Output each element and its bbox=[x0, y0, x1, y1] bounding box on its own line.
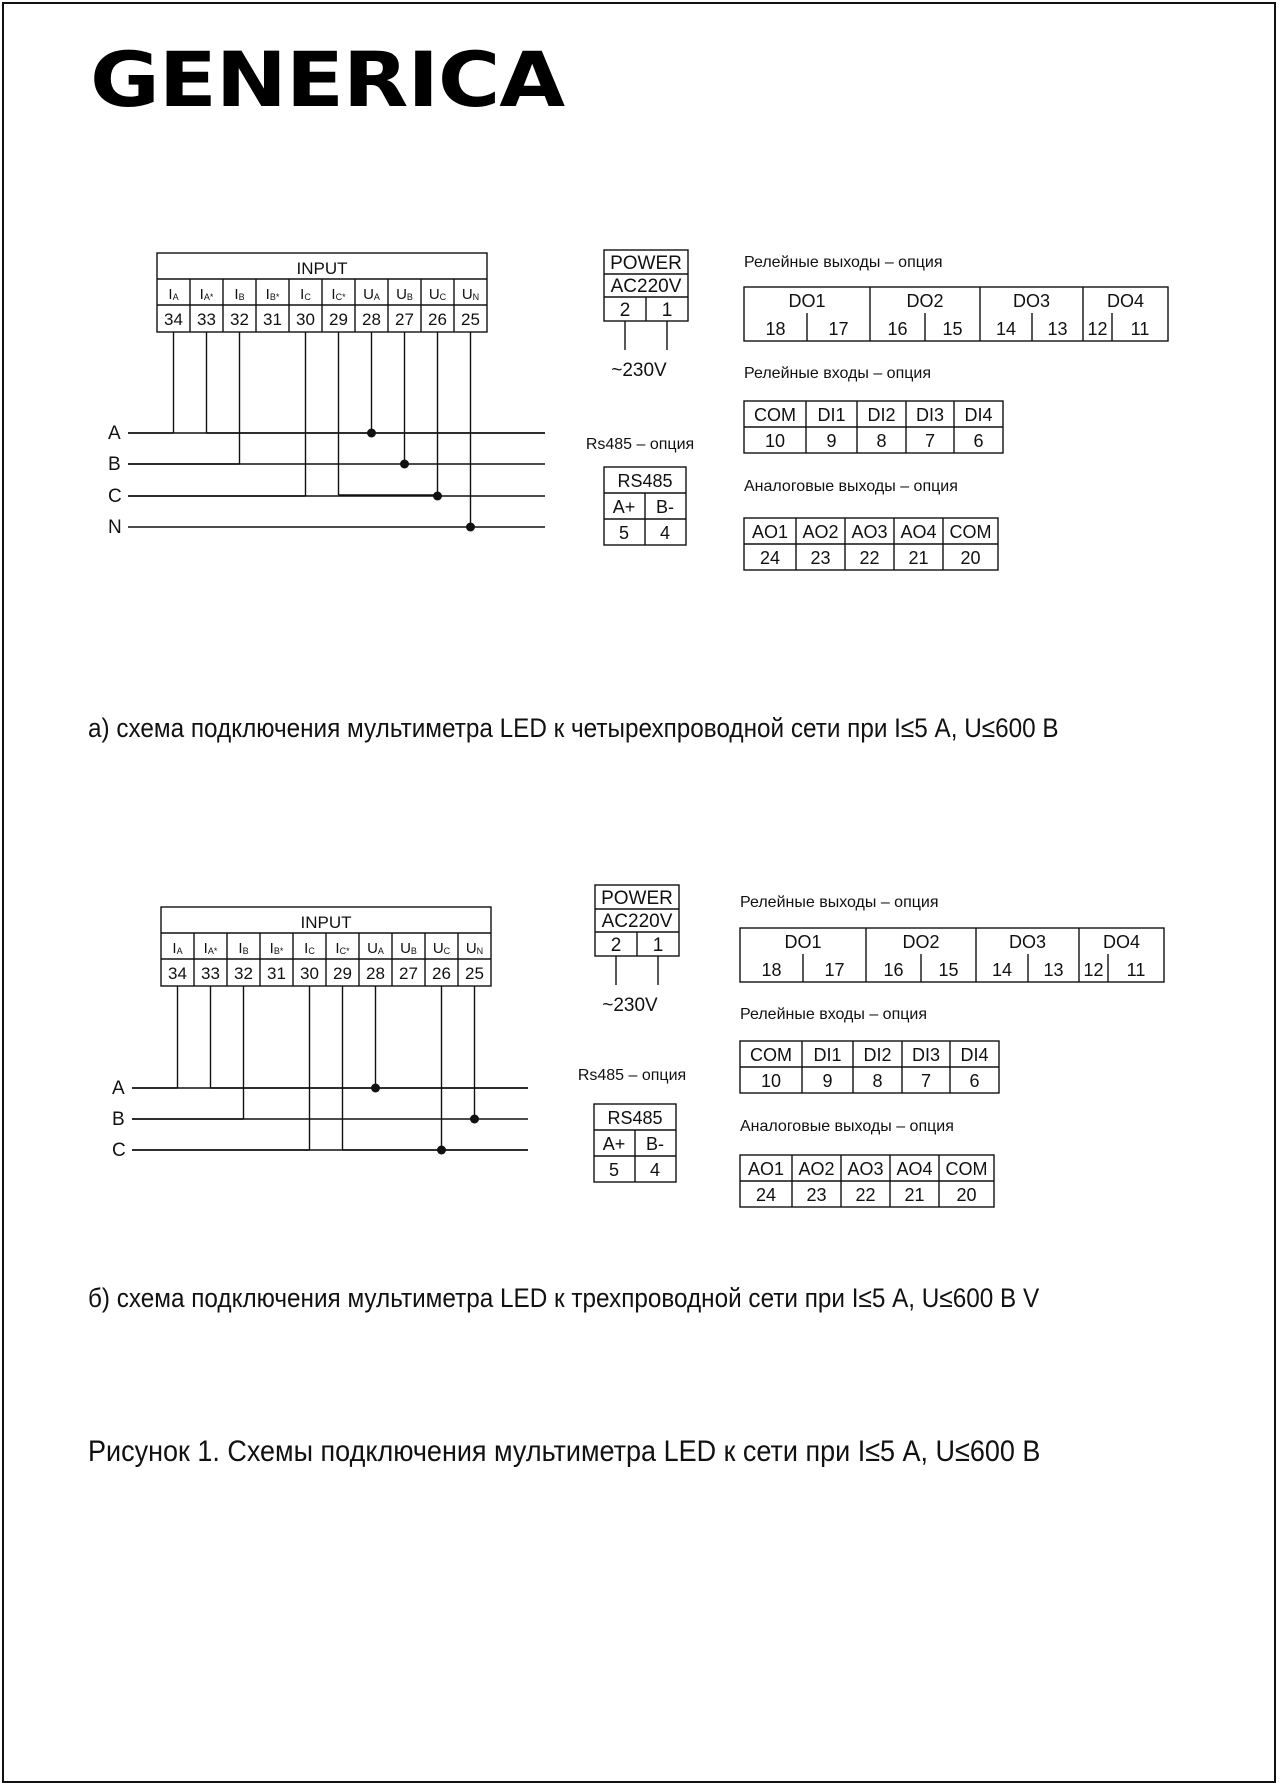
relay-output-terminal-14: 14 bbox=[991, 960, 1013, 980]
analog-output-number-22: 22 bbox=[859, 548, 880, 568]
relay-output-terminal-12: 12 bbox=[1083, 960, 1104, 980]
rs485-title: RS485 bbox=[607, 1108, 663, 1128]
analog-output-label-AO2: AO2 bbox=[798, 1159, 835, 1179]
input-terminal-number-8: 26 bbox=[432, 964, 451, 983]
junction-dot bbox=[367, 429, 376, 438]
junction-dot bbox=[400, 460, 409, 469]
relay-input-label-DI2: DI2 bbox=[867, 405, 896, 425]
rs485-caption: Rs485 – опция bbox=[585, 436, 695, 453]
input-label-9: UN bbox=[461, 286, 480, 303]
relay-output-terminal-14: 14 bbox=[995, 319, 1017, 339]
line-label-B: B bbox=[112, 1109, 125, 1130]
brand-logo: GENERICA bbox=[90, 35, 565, 124]
power-terminal-2: 2 bbox=[610, 935, 622, 956]
analog-output-number-24: 24 bbox=[759, 548, 781, 568]
power-title: POWER bbox=[610, 253, 682, 274]
power-supply-label: ~230V bbox=[611, 360, 667, 381]
relay-outputs-caption: Релейные выходы – опция bbox=[744, 254, 943, 271]
input-label-1: IA* bbox=[199, 286, 214, 303]
analog-output-label-AO3: AO3 bbox=[847, 1159, 884, 1179]
relay-input-label-DI1: DI1 bbox=[817, 405, 846, 425]
relay-input-label-DI3: DI3 bbox=[915, 405, 945, 425]
analog-output-label-COM: COM bbox=[945, 1159, 988, 1179]
input-label-3: IB* bbox=[269, 940, 284, 957]
relay-output-DO3: DO3 bbox=[1012, 291, 1051, 311]
input-terminal-number-7: 27 bbox=[399, 964, 418, 983]
diagram-four-wire bbox=[108, 250, 1168, 570]
input-terminal-number-4: 30 bbox=[296, 310, 315, 329]
relay-output-DO3: DO3 bbox=[1008, 932, 1047, 952]
input-terminal-number-1: 33 bbox=[201, 964, 220, 983]
input-terminal-number-6: 28 bbox=[366, 964, 385, 983]
caption-three-wire: б) схема подключения мультиметра LED к трехпроводной сети при I≤5 А, U≤600 В V bbox=[88, 1283, 1040, 1313]
relay-input-number-8: 8 bbox=[876, 431, 887, 451]
junction-dot bbox=[470, 1115, 479, 1124]
relay-inputs-caption: Релейные входы – опция bbox=[740, 1006, 928, 1023]
analog-output-label-AO1: AO1 bbox=[747, 1159, 785, 1179]
relay-outputs-caption: Релейные выходы – опция bbox=[740, 894, 939, 911]
relay-input-number-7: 7 bbox=[920, 1071, 932, 1091]
input-label-0: IA bbox=[172, 940, 183, 957]
relay-output-terminal-18: 18 bbox=[765, 319, 786, 339]
analog-output-number-20: 20 bbox=[960, 548, 981, 568]
analog-output-number-23: 23 bbox=[806, 1185, 827, 1205]
figure-title: Рисунок 1. Схемы подключения мультиметра LED к сети при I≤5 А, U≤600 В bbox=[88, 1435, 1041, 1468]
input-terminal-number-0: 34 bbox=[164, 310, 183, 329]
relay-output-terminal-13: 13 bbox=[1043, 960, 1064, 980]
relay-output-DO1: DO1 bbox=[788, 291, 826, 311]
input-label-8: UC bbox=[428, 286, 447, 303]
input-terminal-number-5: 29 bbox=[329, 310, 348, 329]
line-label-C: C bbox=[108, 486, 122, 507]
input-terminal-number-4: 30 bbox=[300, 964, 319, 983]
rs485-label-1: B- bbox=[646, 1134, 664, 1154]
analog-output-label-COM: COM bbox=[949, 522, 992, 542]
relay-input-number-9: 9 bbox=[822, 1071, 833, 1091]
junction-dot bbox=[371, 1084, 380, 1093]
relay-inputs-caption: Релейные входы – опция bbox=[744, 365, 932, 382]
relay-output-terminal-17: 17 bbox=[824, 960, 845, 980]
input-terminal-number-0: 34 bbox=[168, 964, 187, 983]
input-terminal-number-8: 26 bbox=[428, 310, 447, 329]
relay-input-label-DI3: DI3 bbox=[911, 1045, 941, 1065]
input-label-2: IB bbox=[238, 940, 249, 957]
relay-input-label-DI4: DI4 bbox=[964, 405, 993, 425]
input-label-4: IC bbox=[304, 940, 315, 957]
input-label-6: UA bbox=[363, 286, 380, 303]
input-terminal-number-5: 29 bbox=[333, 964, 352, 983]
analog-output-label-AO4: AO4 bbox=[900, 522, 937, 542]
relay-input-number-10: 10 bbox=[764, 431, 786, 451]
caption-four-wire: а) схема подключения мультиметра LED к четырехпроводной сети при I≤5 А, U≤600 В bbox=[88, 713, 1059, 743]
rs485-number-1: 4 bbox=[649, 1160, 661, 1180]
rs485-title: RS485 bbox=[617, 471, 673, 491]
input-label-1: IA* bbox=[203, 940, 218, 957]
rs485-number-0: 5 bbox=[618, 523, 630, 543]
junction-dot bbox=[437, 1146, 446, 1155]
relay-input-label-COM: COM bbox=[750, 1045, 792, 1065]
line-label-A: A bbox=[108, 423, 121, 444]
rs485-label-0: A+ bbox=[612, 497, 636, 517]
input-label-2: IB bbox=[234, 286, 245, 303]
power-terminal-1: 1 bbox=[661, 300, 673, 321]
line-label-B: B bbox=[108, 454, 121, 475]
analog-output-number-20: 20 bbox=[956, 1185, 977, 1205]
relay-output-terminal-17: 17 bbox=[828, 319, 849, 339]
relay-output-terminal-12: 12 bbox=[1087, 319, 1108, 339]
power-title: POWER bbox=[601, 888, 673, 909]
input-label-5: IC* bbox=[331, 286, 346, 303]
power-terminal-2: 2 bbox=[619, 300, 631, 321]
power-spec: AC220V bbox=[610, 276, 682, 297]
analog-output-number-22: 22 bbox=[855, 1185, 876, 1205]
relay-input-label-DI1: DI1 bbox=[813, 1045, 842, 1065]
analog-output-label-AO3: AO3 bbox=[851, 522, 888, 542]
rs485-label-0: A+ bbox=[602, 1134, 626, 1154]
relay-output-DO2: DO2 bbox=[902, 932, 940, 952]
input-terminal-number-3: 31 bbox=[267, 964, 286, 983]
input-terminal-number-9: 25 bbox=[465, 964, 484, 983]
relay-input-number-6: 6 bbox=[969, 1071, 980, 1091]
analog-outputs-caption: Аналоговые выходы – опция bbox=[744, 478, 958, 495]
input-label-9: UN bbox=[465, 940, 484, 957]
input-label-4: IC bbox=[300, 286, 311, 303]
input-label-0: IA bbox=[168, 286, 179, 303]
relay-input-label-DI2: DI2 bbox=[863, 1045, 892, 1065]
input-label-8: UC bbox=[432, 940, 451, 957]
relay-input-number-6: 6 bbox=[973, 431, 984, 451]
relay-output-terminal-16: 16 bbox=[887, 319, 908, 339]
power-spec: AC220V bbox=[601, 911, 673, 932]
analog-output-number-21: 21 bbox=[908, 548, 929, 568]
input-terminal-number-2: 32 bbox=[230, 310, 249, 329]
analog-output-label-AO2: AO2 bbox=[802, 522, 839, 542]
line-label-N: N bbox=[108, 517, 122, 538]
analog-output-number-23: 23 bbox=[810, 548, 831, 568]
input-label-5: IC* bbox=[335, 940, 350, 957]
relay-output-terminal-15: 15 bbox=[938, 960, 959, 980]
rs485-label-1: B- bbox=[656, 497, 674, 517]
relay-output-DO4: DO4 bbox=[1102, 932, 1141, 952]
power-terminal-1: 1 bbox=[652, 935, 664, 956]
analog-output-number-24: 24 bbox=[755, 1185, 777, 1205]
relay-output-terminal-15: 15 bbox=[942, 319, 963, 339]
input-label-6: UA bbox=[367, 940, 384, 957]
relay-output-terminal-11: 11 bbox=[1130, 319, 1150, 339]
rs485-caption: Rs485 – опция bbox=[577, 1067, 687, 1084]
input-terminal-number-9: 25 bbox=[461, 310, 480, 329]
relay-input-number-10: 10 bbox=[760, 1071, 782, 1091]
relay-output-terminal-13: 13 bbox=[1047, 319, 1068, 339]
junction-dot bbox=[466, 523, 475, 532]
input-label-7: UB bbox=[396, 286, 413, 303]
relay-output-DO1: DO1 bbox=[784, 932, 822, 952]
input-terminal-number-3: 31 bbox=[263, 310, 282, 329]
power-supply-label: ~230V bbox=[602, 995, 658, 1016]
diagram-three-wire bbox=[112, 885, 1164, 1207]
line-label-A: A bbox=[112, 1078, 125, 1099]
relay-output-terminal-11: 11 bbox=[1126, 960, 1146, 980]
input-terminal-number-2: 32 bbox=[234, 964, 253, 983]
rs485-number-0: 5 bbox=[608, 1160, 620, 1180]
input-label-7: UB bbox=[400, 940, 417, 957]
input-title: INPUT bbox=[300, 913, 352, 932]
relay-output-DO4: DO4 bbox=[1106, 291, 1145, 311]
analog-output-label-AO1: AO1 bbox=[751, 522, 789, 542]
input-label-3: IB* bbox=[265, 286, 280, 303]
input-terminal-number-6: 28 bbox=[362, 310, 381, 329]
relay-input-number-7: 7 bbox=[924, 431, 936, 451]
input-terminal-number-1: 33 bbox=[197, 310, 216, 329]
relay-output-terminal-16: 16 bbox=[883, 960, 904, 980]
input-title: INPUT bbox=[296, 259, 348, 278]
relay-input-label-DI4: DI4 bbox=[960, 1045, 989, 1065]
analog-output-number-21: 21 bbox=[904, 1185, 925, 1205]
relay-output-terminal-18: 18 bbox=[761, 960, 782, 980]
junction-dot bbox=[433, 492, 442, 501]
relay-input-label-COM: COM bbox=[754, 405, 796, 425]
rs485-number-1: 4 bbox=[659, 523, 671, 543]
line-label-C: C bbox=[112, 1140, 126, 1161]
relay-output-DO2: DO2 bbox=[906, 291, 944, 311]
relay-input-number-8: 8 bbox=[872, 1071, 883, 1091]
input-terminal-number-7: 27 bbox=[395, 310, 414, 329]
analog-outputs-caption: Аналоговые выходы – опция bbox=[740, 1118, 954, 1135]
analog-output-label-AO4: AO4 bbox=[896, 1159, 933, 1179]
relay-input-number-9: 9 bbox=[826, 431, 837, 451]
